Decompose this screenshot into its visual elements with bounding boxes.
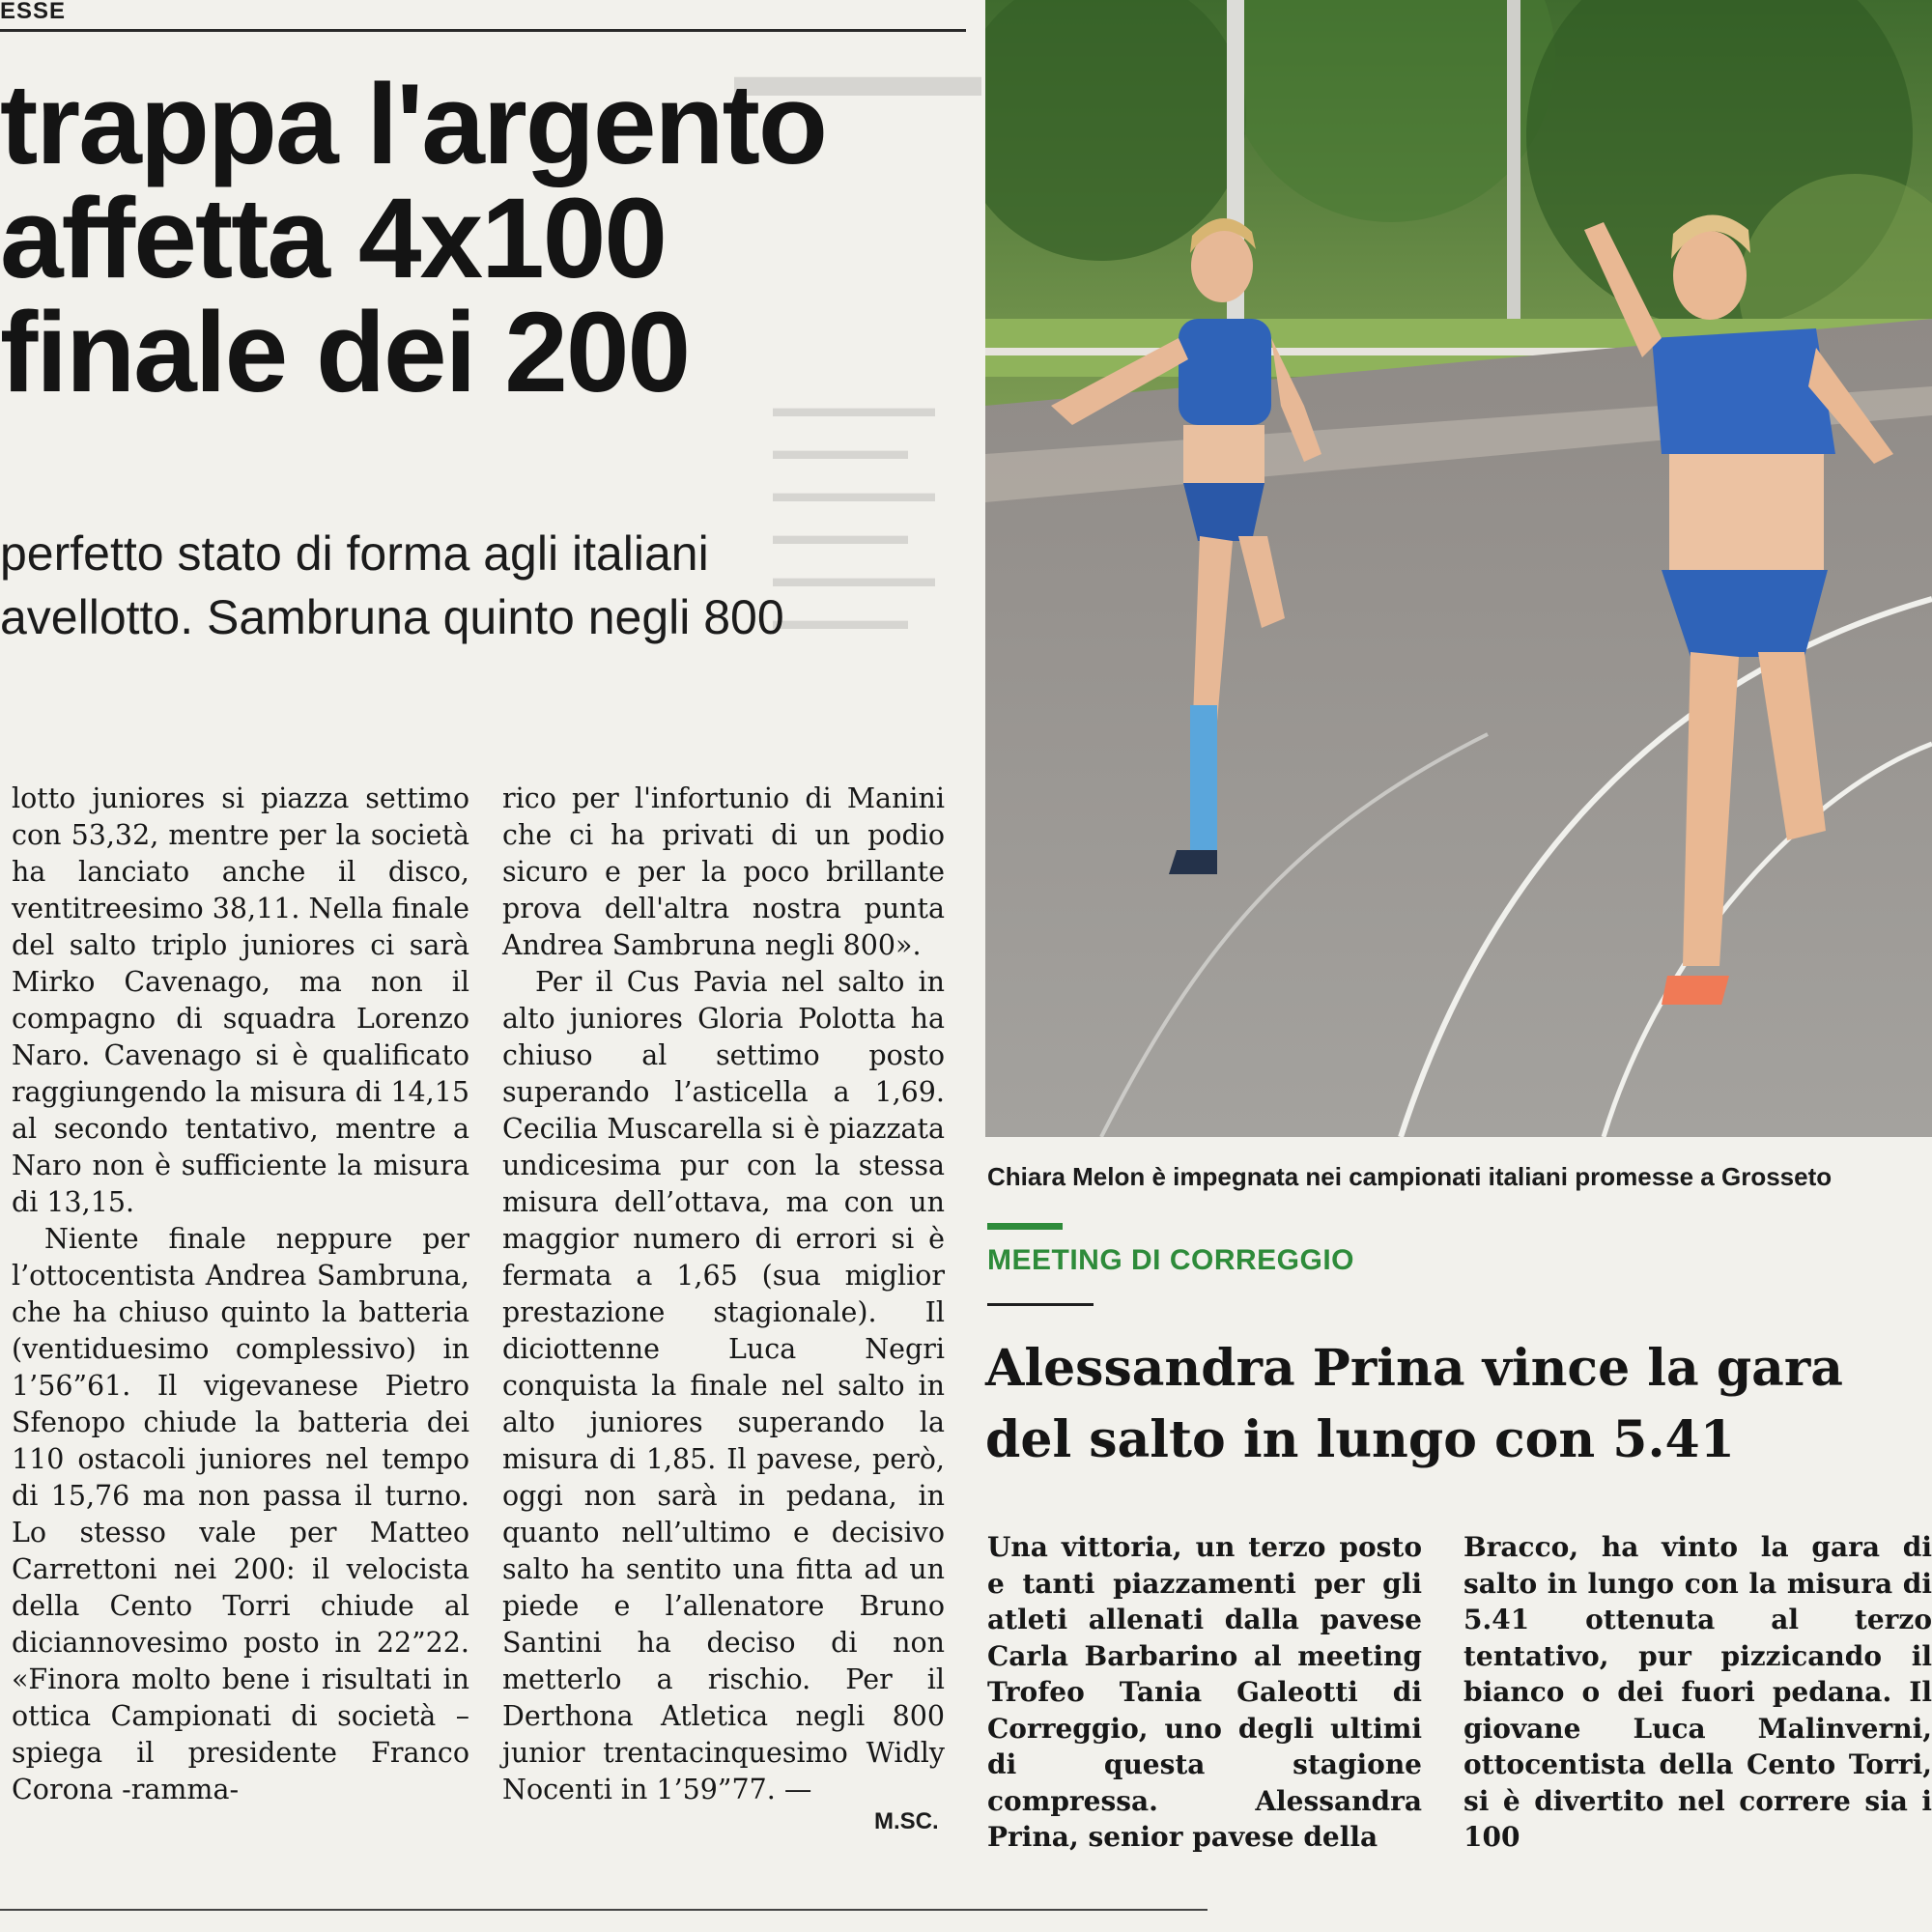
subheadline xyxy=(0,522,956,649)
article-column-2 xyxy=(502,781,945,1808)
kicker-accent-bar xyxy=(987,1223,1063,1230)
headline-line-2: affetta 4x100 xyxy=(0,175,666,302)
headline-line-1: trappa l'argento xyxy=(0,61,826,188)
article-paragraph: Per il Cus Pavia nel salto in alto juniores Gloria Polotta ha chiuso al settimo posto superando l’asticella a 1,69. Cecilia Muscarella si è piazzata undicesima pur con la stessa misura dell’ottava, ma con un maggior numero di errori si è fermata a 1,65 (sua miglior prestazione stagionale). Il diciottenne Luca Negri conquista la finale nel salto in alto juniores superando la misura di 1,85. Il pavese, però, oggi non sarà in pedana, in quanto nell’ultimo e decisivo salto ha sentito una fitta ad un piede e l’allenatore Bruno Santini ha deciso di non metterlo a rischio. Per il Derthona Atletica negli 800 junior trentacinquesimo Widly Nocenti in 1’59”77. — xyxy=(502,966,945,1805)
side-article-column-2 xyxy=(1463,1529,1932,1856)
section-kicker: MEETING DI CORREGGIO xyxy=(987,1244,1355,1276)
article-paragraph: Una vittoria, un terzo posto e tanti piazzamenti per gli atleti allenati dalla pavese Carla Barbarino al meeting Trofeo Tania Galeotti di Correggio, uno degli ultimi di questa stagione compressa. Alessandra Prina, senior pavese della xyxy=(987,1531,1422,1853)
photo-caption: Chiara Melon è impegnata nei campionati italiani promesse a Grosseto xyxy=(987,1162,1833,1191)
article-paragraph: Niente finale neppure per l’ottocentista Andrea Sambruna, che ha chiuso quinto la batteria (ventiduesimo complessivo) in 1’56”61. Il vigevanese Pietro Sfenopo chiude la batteria dei 110 ostacoli juniores nel tempo di 15,76 ma non passa il turno. Lo stesso vale per Matteo Carrettoni nei 200: il velocista della Cento Torri chiude al diciannovesimo posto in 22”22. «Finora molto bene i risultati in ottica Campionati di società – spiega il presidente Franco Corona -ramma- xyxy=(12,1223,469,1805)
athletics-photo xyxy=(985,0,1932,1137)
article-column-1 xyxy=(12,781,469,1808)
subheadline-line-1: perfetto stato di forma agli italiani xyxy=(0,526,709,581)
article-paragraph: lotto juniores si piazza settimo con 53,32, mentre per la società ha lanciato anche il disco, ventitreesimo 38,11. Nella finale del salto triplo juniores ci sarà Mirko Cavenago, ma non il compagno di squadra Lorenzo Naro. Cavenago si è qualificato raggiungendo la misura di 14,15 al secondo tentativo, mentre a Naro non è sufficiente la misura di 13,15. xyxy=(12,782,469,1218)
page-bottom-rule xyxy=(0,1909,1208,1911)
side-article-column-1 xyxy=(987,1529,1422,1856)
kicker-rule xyxy=(987,1303,1094,1306)
section-label: ESSE xyxy=(0,0,67,24)
article-paragraph: rico per l'infortunio di Manini che ci ha privati di un podio sicuro e per la poco brillante prova dell'altra nostra punta Andrea Sambruna negli 800». xyxy=(502,782,945,961)
article-title: Alessandra Prina vince la gara del salto in lungo con 5.41 xyxy=(985,1339,1843,1469)
author-signature: M.SC. xyxy=(874,1808,939,1834)
article-paragraph: Bracco, ha vinto la gara di salto in lungo con la misura di 5.41 ottenuta al terzo tentativo, pur pizzicando il bianco o dei fuori pedana. Il giovane Luca Malinverni, ottocentista della Cento Torri, si è divertito nel correre sia i 100 xyxy=(1463,1531,1932,1853)
bleed-through-text: ▬▬▬▬ ▬▬▬▬▬▬ ▬▬▬▬▬ ▬▬▬▬▬▬ ▬▬▬▬▬ ▬▬▬▬▬▬ ▬▬▬▬▬ xyxy=(734,40,981,635)
headline xyxy=(0,61,956,416)
headline-line-3: finale dei 200 xyxy=(0,289,690,416)
subheadline-line-2: avellotto. Sambruna quinto negli 800 xyxy=(0,590,784,644)
